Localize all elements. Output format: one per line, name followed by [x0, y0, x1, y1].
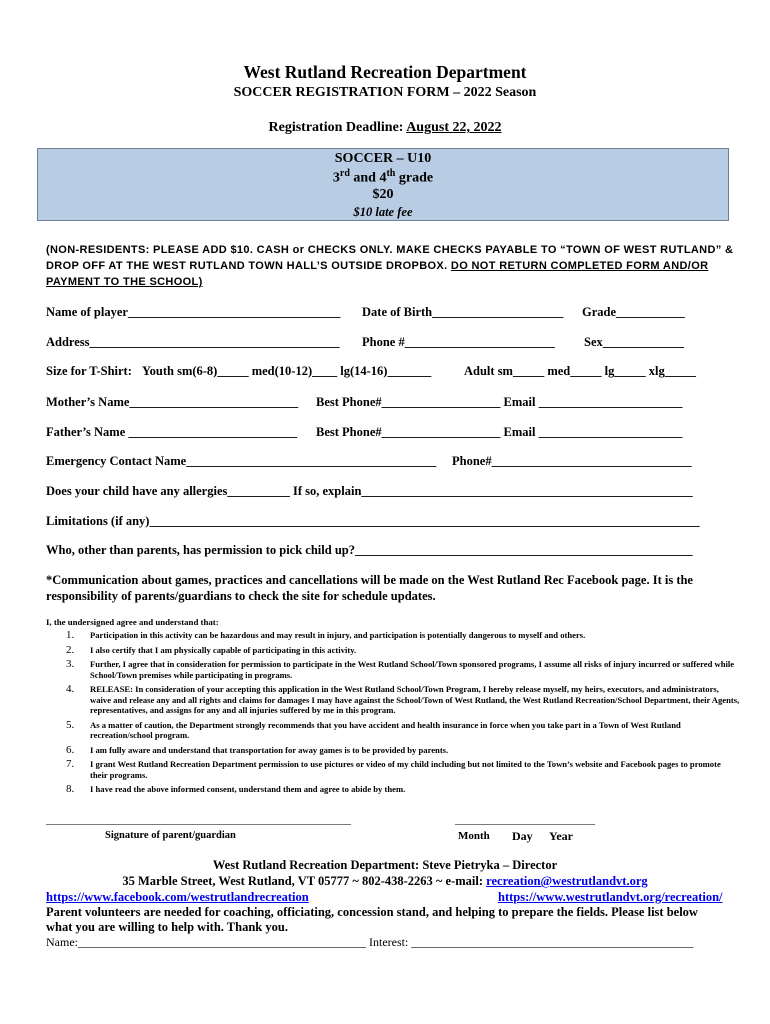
volunteer-row: [46, 935, 693, 950]
volunteer-interest-field[interactable]: _______________________________________________: [411, 935, 694, 949]
agreement-text: I grant West Rutland Recreation Department permission to use pictures or video of my child including but not limited to the Town’s website and Facebook pages to promote their programs.: [90, 759, 721, 780]
form-title: SOCCER REGISTRATION FORM – 2022 Season: [233, 85, 537, 100]
agreement-list: [50, 630, 740, 799]
grade-range: 3rd and 4th grade: [332, 168, 434, 186]
agreement-number: 2.: [66, 643, 75, 656]
agreement-item: [50, 630, 740, 641]
agreement-item: [50, 759, 740, 780]
website-link[interactable]: https://www.westrutlandvt.org/recreation/: [498, 890, 723, 904]
agreement-text: I am fully aware and understand that transportation for away games is to be provided by parents.: [90, 744, 449, 755]
agreement-item: [50, 659, 740, 680]
contact-line: 35 Marble Street, West Rutland, VT 05777 ~ 802-438-2263 ~ e-mail: recreation@westrutlandvt.org: [122, 874, 648, 888]
late-fee: $10 late fee: [353, 205, 413, 219]
agreement-number: 5.: [66, 718, 75, 731]
agreement-text: RELEASE: In consideration of your accepting this application in the West Rutland School/Town Program, I hereby release myself, my heirs, executors, and administrators, waive and release any and all rights and claims for damages I may have against the School/Town of West Rutland, the West Rutland Recreation/School Department, their Agents, representatives, and assigns for any and all injuries suffered by me in this program.: [90, 684, 740, 715]
agreement-text: I also certify that I am physically capable of participating in this activity.: [90, 644, 357, 655]
agreement-text: Further, I agree that in consideration for permission to participate in the West Rutland School/Town sponsored programs, I assume all risks of injury incurred or suffered while School/Town premises while participating in programs.: [90, 659, 735, 680]
agreement-text: As a matter of caution, the Department strongly recommends that you have accident and health insurance in force when you take part in a Town of West Rutland recreation/school program.: [90, 719, 681, 740]
agreement-number: 3.: [66, 658, 75, 670]
year-label: Year: [549, 829, 573, 843]
player-name-field[interactable]: Name of player__________________________________: [46, 305, 341, 319]
agree-intro: I, the undersigned agree and understand that:: [46, 617, 219, 627]
agreement-number: 1.: [66, 629, 75, 641]
communication-note: *Communication about games, practices and cancellations will be made on the West Rutland Rec Facebook page. It is the responsibility of parents/guardians to check the site for schedule updates.: [46, 573, 693, 603]
volunteer-interest-label: Interest:: [369, 935, 409, 949]
sex-field[interactable]: Sex_____________: [584, 335, 684, 349]
org-title: West Rutland Recreation Department: [243, 62, 527, 82]
volunteer-name-field[interactable]: ________________________________________________: [78, 935, 366, 949]
agreement-number: 4.: [66, 683, 75, 695]
pickup-field[interactable]: Who, other than parents, has permission to pick child up?______________________________________________________: [46, 543, 693, 557]
agreement-item: [50, 645, 740, 656]
volunteer-name-label: Name:: [46, 935, 78, 949]
agreement-number: 6.: [66, 743, 75, 756]
month-label: Month: [458, 830, 490, 842]
tshirt-adult-field[interactable]: Adult sm_____ med_____ lg_____ xlg_____: [464, 364, 696, 378]
tshirt-label: Size for T-Shirt:: [46, 364, 132, 378]
agreement-number: 8.: [66, 783, 75, 795]
limitations-field[interactable]: Limitations (if any)________________________________________________________________________________________: [46, 514, 700, 528]
agreement-item: [50, 720, 740, 741]
agreement-number: 7.: [66, 758, 75, 770]
emergency-phone-field[interactable]: Phone#________________________________: [452, 454, 692, 468]
director-line: West Rutland Recreation Department: Steve Pietryka – Director: [212, 858, 558, 872]
deadline-label: Registration Deadline:: [268, 120, 404, 135]
allergies-field[interactable]: Does your child have any allergies__________ If so, explain_____________________________________________________: [46, 484, 693, 498]
mother-phone-email-field[interactable]: Best Phone#___________________ Email _______________________: [316, 395, 683, 409]
tshirt-youth-field[interactable]: Youth sm(6-8)_____ med(10-12)____ lg(14-16)_______: [142, 364, 432, 378]
fee-box: [37, 148, 729, 221]
agreement-item: [50, 684, 740, 716]
mother-name-field[interactable]: Mother’s Name___________________________: [46, 395, 299, 409]
notice: (NON-RESIDENTS: PLEASE ADD $10. CASH or CHECKS ONLY. MAKE CHECKS PAYABLE TO “TOWN OF WEST RUTLAND” & DROP OFF AT THE WEST RUTLAND TOWN HALL’S OUTSIDE DROPBOX. DO NOT RETURN COMPLETED FORM AND/OR PAYMENT TO THE SCHOOL): [46, 244, 734, 288]
father-name-field[interactable]: Father’s Name ___________________________: [46, 425, 298, 439]
agreement-item: [50, 784, 740, 795]
agreement-item: [50, 745, 740, 756]
father-phone-email-field[interactable]: Best Phone#___________________ Email _______________________: [316, 425, 683, 439]
phone-field[interactable]: Phone #________________________: [362, 335, 555, 349]
facebook-link[interactable]: https://www.facebook.com/westrutlandrecreation: [46, 890, 309, 904]
dob-field[interactable]: Date of Birth_____________________: [362, 305, 564, 319]
price: $20: [372, 187, 394, 202]
day-label: Day: [512, 829, 533, 843]
division: SOCCER – U10: [334, 151, 432, 166]
deadline: [0, 120, 770, 136]
grade-field[interactable]: Grade___________: [582, 305, 685, 319]
address-field[interactable]: Address________________________________________: [46, 335, 340, 349]
agreement-text: Participation in this activity can be hazardous and may result in injury, and participation is potentially dangerous to myself and others.: [90, 630, 586, 640]
deadline-date: August 22, 2022: [406, 120, 502, 135]
signature-label: Signature of parent/guardian: [105, 830, 236, 841]
volunteer-note: Parent volunteers are needed for coaching, officiating, concession stand, and helping to prepare the fields. Please list below what you are willing to help with. Thank you.: [46, 905, 698, 934]
date-line[interactable]: ____________________________: [455, 815, 595, 826]
emergency-contact-field[interactable]: Emergency Contact Name________________________________________: [46, 454, 437, 468]
email-link[interactable]: recreation@westrutlandvt.org: [486, 874, 648, 888]
signature-line[interactable]: _____________________________________________________________: [46, 815, 351, 826]
agreement-text: I have read the above informed consent, understand them and agree to abide by them.: [90, 784, 406, 794]
